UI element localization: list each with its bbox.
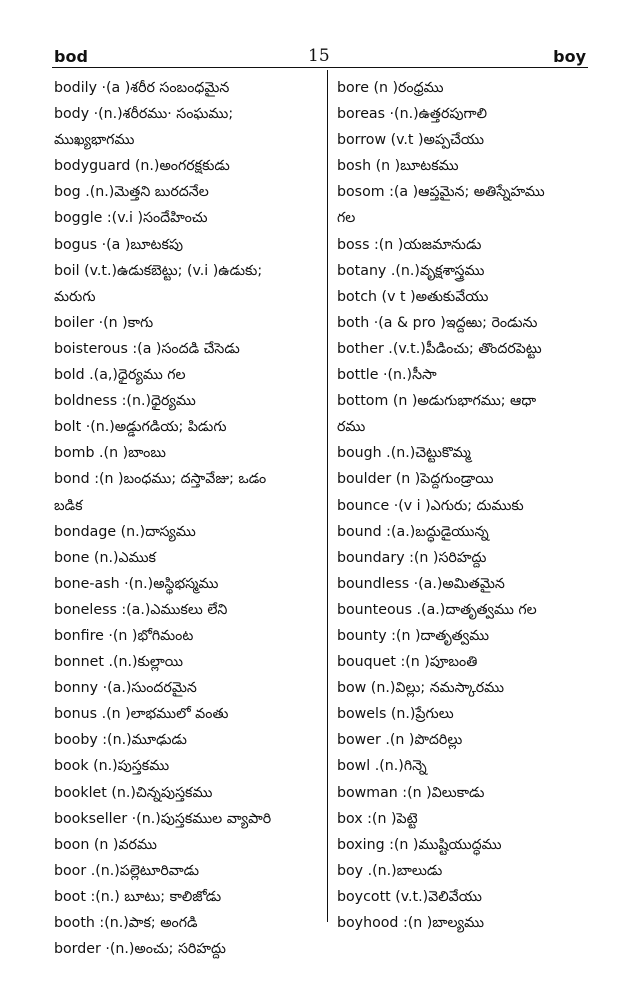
dictionary-entry-line: ముఖ్యభాగము [54, 132, 135, 149]
dictionary-entry-line: boor .(n.)పల్లెటూరివాడు [54, 862, 200, 879]
dictionary-entry-line: botch (v t )అతుకువేయు [337, 288, 489, 305]
dictionary-entry-line: bondage (n.)దాస్యము [54, 523, 196, 540]
dictionary-entry-line: మరుగు [54, 288, 96, 305]
left-column [54, 75, 322, 962]
dictionary-entry-line: boundless ·(a.)అమితమైన [337, 575, 505, 592]
header-rule [52, 67, 588, 68]
dictionary-entry-line: bold .(a,)ధైర్యము గల [54, 367, 186, 384]
dictionary-entry-line: bottom (n )అడుగుభాగము; ఆధా [337, 393, 537, 410]
dictionary-entry-line: గల [337, 210, 356, 227]
dictionary-entry-line: bowels (n.)ప్రేగులు [337, 706, 454, 723]
dictionary-entry-line: బడిక [54, 497, 83, 514]
dictionary-entry-line: bouquet :(n )పూబంతి [337, 654, 478, 671]
dictionary-entry-line: bodyguard (n.)అంగరక్షకుడు [54, 158, 230, 175]
dictionary-entry-line: booth :(n.)పాక; అంగడి [54, 915, 198, 931]
dictionary-entry-line: booklet (n.)చిన్నపుస్తకము [54, 784, 213, 801]
dictionary-entry-line: boiler ·(n )కాగు [54, 314, 154, 331]
page-number: 15 [308, 46, 330, 66]
header-right-guide-word: boy [553, 47, 586, 66]
dictionary-entry-line: boy .(n.)బాలుడు [337, 862, 443, 879]
dictionary-entry-line: bonny ·(a.)సుందరమైన [54, 680, 197, 697]
dictionary-entry-line: bond :(n )బంధము; దస్తావేజు; ఒడం [54, 471, 267, 488]
dictionary-entry-line: botany .(n.)వృక్షశాస్త్రము [337, 262, 485, 279]
dictionary-entry-line: bore (n )రంధ్రము [337, 80, 444, 96]
dictionary-entry-line: bother .(v.t.)పీడించు; తొందరపెట్టు [337, 340, 542, 357]
right-column [337, 75, 592, 936]
dictionary-entry-line: body ·(n.)శరీరము· సంఘము; [54, 106, 234, 123]
dictionary-entry-line: bonus .(n )లాభములో వంతు [54, 706, 229, 723]
dictionary-entry-line: bower .(n )పొదరిల్లు [337, 732, 463, 749]
dictionary-entry-line: box :(n )పెట్టె [337, 810, 418, 827]
dictionary-entry-line: bog .(n.)మెత్తని బురదనేల [54, 184, 209, 201]
dictionary-entry-line: boot :(n.) బూటు; కాలిజోడు [54, 888, 222, 905]
dictionary-entry-line: bound :(a.)బద్ధుడైయున్న [337, 523, 489, 540]
dictionary-entry-line: book (n.)పుస్తకము [54, 758, 170, 775]
dictionary-entry-line: bough .(n.)చెట్టుకొమ్మ [337, 445, 471, 462]
dictionary-entry-line: bottle ·(n.)సీసా [337, 367, 437, 384]
dictionary-entry-line: bounce ·(v i )ఎగురు; దుముకు [337, 497, 524, 514]
dictionary-entry-line: bone-ash ·(n.)అస్థిభస్మము [54, 575, 219, 592]
dictionary-entry-line: bonnet .(n.)కుల్లాయి [54, 654, 183, 671]
dictionary-entry-line: both ·(a & pro )ఇద్దఱు; రెండును [337, 314, 538, 331]
dictionary-entry-line: boycott (v.t.)వెలివేయు [337, 888, 482, 905]
header-left-guide-word: bod [54, 47, 88, 66]
dictionary-entry-line: bosom :(a )ఆప్తమైన; అతిస్నేహము [337, 184, 545, 201]
dictionary-entry-line: రము [337, 419, 366, 436]
dictionary-entry-line: boyhood :(n )బాల్యము [337, 915, 484, 931]
dictionary-entry-line: boulder (n )పెద్దగుండ్రాయి [337, 471, 494, 488]
dictionary-entry-line: boreas ·(n.)ఉత్తరపుగాలి [337, 106, 488, 123]
dictionary-entry-line: bonfire ·(n )భోగిమంట [54, 627, 194, 644]
dictionary-entry-line: bowl .(n.)గిన్నె [337, 758, 427, 775]
dictionary-entry-line: boggle :(v.i )సందేహించు [54, 210, 208, 227]
column-divider [327, 70, 328, 922]
dictionary-entry-line: boundary :(n )సరిహద్దు [337, 549, 487, 566]
dictionary-entry-line: bowman :(n )విలుకాడు [337, 784, 485, 801]
dictionary-entry-line: bodily ·(a )శరీర సంబంధమైన [54, 80, 230, 96]
dictionary-entry-line: boldness :(n.)ధైర్యము [54, 393, 196, 410]
dictionary-entry-line: bow (n.)విల్లు; నమస్కారము [337, 680, 505, 697]
dictionary-entry-line: boss :(n )యజమానుడు [337, 236, 482, 253]
dictionary-entry-line: boneless :(a.)ఎముకలు లేని [54, 601, 228, 618]
dictionary-entry-line: bogus ·(a )బూటకపు [54, 236, 184, 253]
dictionary-entry-line: bomb .(n )బాంబు [54, 445, 166, 462]
dictionary-entry-line: boisterous :(a )సందడి చేసెడు [54, 340, 240, 357]
dictionary-entry-line: booby :(n.)మూఢుడు [54, 732, 187, 749]
dictionary-entry-line: borrow (v.t )అప్పచేయు [337, 132, 485, 149]
dictionary-entry-line: boon (n )వరము [54, 836, 157, 853]
dictionary-entry-line: boil (v.t.)ఉడుకబెట్టు; (v.i )ఉడుకు; [54, 262, 263, 279]
dictionary-entry-line: bounty :(n )దాతృత్వము [337, 627, 490, 644]
dictionary-entry-line: border ·(n.)అంచు; సరిహద్దు [54, 941, 226, 958]
dictionary-entry-line: bone (n.)ఎముక [54, 549, 156, 566]
dictionary-entry-line: bosh (n )బూటకము [337, 158, 459, 175]
dictionary-entry-line: bookseller ·(n.)పుస్తకముల వ్యాపారి [54, 810, 272, 827]
dictionary-entry-line: boxing :(n )ముష్టియుద్ధము [337, 836, 502, 853]
dictionary-entry-line: bounteous .(a.)దాతృత్వము గల [337, 601, 537, 618]
dictionary-entry-line: bolt ·(n.)అడ్డుగడియ; పిడుగు [54, 419, 227, 436]
